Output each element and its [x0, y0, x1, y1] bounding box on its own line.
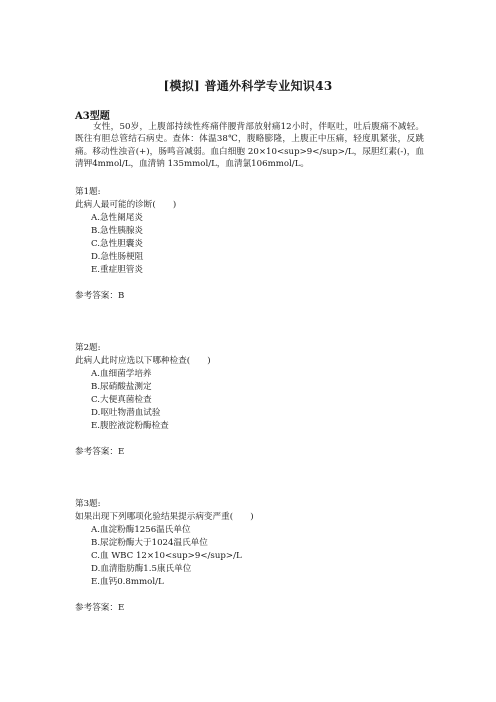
option-c: C.血 WBC 12×10<sup>9</sup>/L — [91, 551, 242, 561]
case-stem-text: 女性，50岁，上腹部持续性疼痛伴腰背部放射痛12小时，伴呕吐，吐后腹痛不减轻。既往有胆总管结石病史。查体：体温38℃，腹略膨隆，上腹正中压痛，轻度肌紧张，反跳痛。移动性浊音(+)，肠鸣音减弱。血白细胞 20×10<sup>9</sup>/L，尿胆红素(-)，血清钾4mmol/L，血清钠 135mmol/L，血清氯106mmol/L。 — [75, 122, 424, 169]
option-e: E.血钙0.8mmol/L — [91, 577, 164, 587]
option-a: A.急性阑尾炎 — [91, 213, 143, 223]
section-heading: A3型题 — [75, 111, 110, 122]
question-number: 第3题: — [75, 499, 101, 509]
option-a: A.血细菌学培养 — [91, 369, 152, 379]
option-b: B.急性胰腺炎 — [91, 226, 144, 236]
question-text: 此病人此时应选以下哪种检查( ) — [75, 356, 211, 366]
option-d: D.急性肠梗阻 — [91, 252, 144, 262]
option-d: D.呕吐物潜血试验 — [91, 408, 161, 418]
answer-text: 参考答案：B — [75, 291, 125, 301]
question-number: 第1题: — [75, 187, 101, 197]
question-text: 如果出现下列哪项化验结果提示病变严重( ) — [75, 512, 254, 522]
question-number: 第2题: — [75, 343, 101, 353]
option-e: E.重症胆管炎 — [91, 265, 143, 275]
option-b: B.尿淀粉酶大于1024温氏单位 — [91, 538, 208, 548]
case-stem — [75, 121, 424, 170]
question-2 — [75, 342, 435, 459]
question-text: 此病人最可能的诊断( ) — [75, 200, 177, 210]
option-e: E.腹腔液淀粉酶检查 — [91, 421, 169, 431]
option-d: D.血清脂肪酶1.5康氏单位 — [91, 564, 192, 574]
answer-text: 参考答案：E — [75, 447, 125, 457]
document-title: [模拟] 普通外科学专业知识43 — [163, 79, 333, 93]
option-c: C.急性胆囊炎 — [91, 239, 143, 249]
question-3 — [75, 498, 435, 615]
option-b: B.尿硝酸盐测定 — [91, 382, 152, 392]
option-c: C.大便真菌检查 — [91, 395, 152, 405]
question-1 — [75, 186, 435, 303]
option-a: A.血淀粉酶1256温氏单位 — [91, 525, 191, 535]
answer-text: 参考答案：E — [75, 603, 125, 613]
